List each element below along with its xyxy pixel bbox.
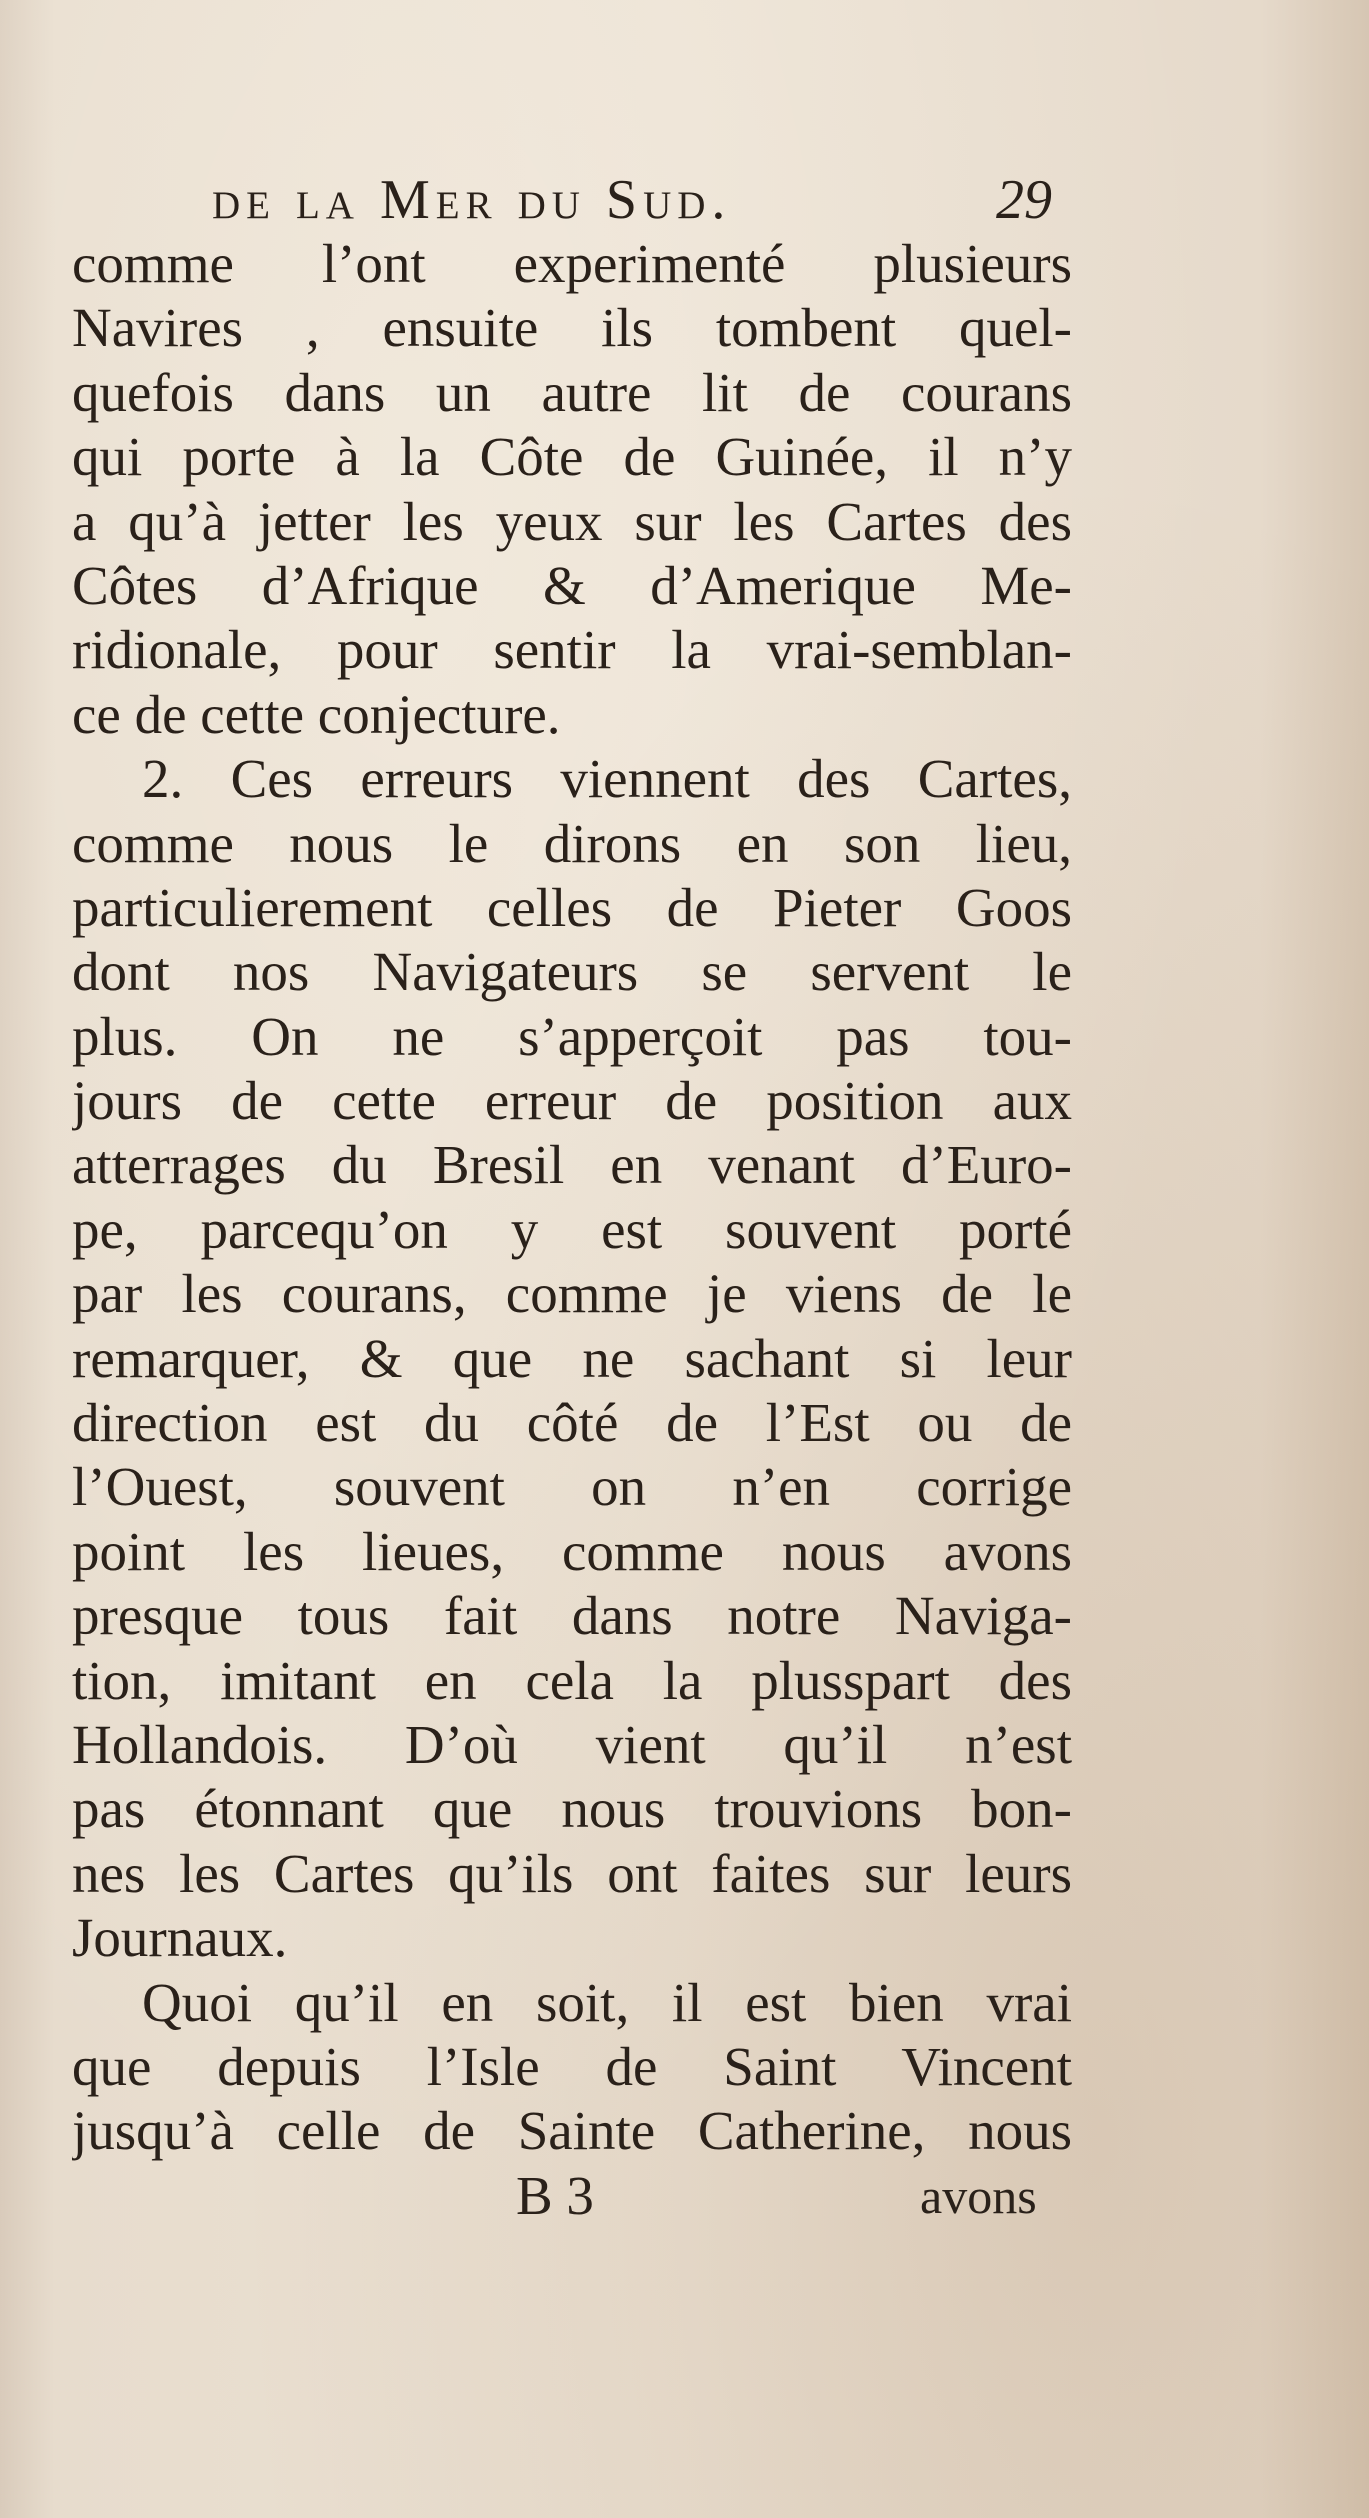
- text-line: Côtes d’Afrique & d’Amerique Me-: [72, 554, 1072, 616]
- text-line: presque tous fait dans notre Naviga-: [72, 1585, 1072, 1647]
- text-line: que depuis l’Isle de Saint Vincent: [72, 2035, 1072, 2097]
- text-line: quefois dans un autre lit de courans: [72, 361, 1072, 423]
- page-number: 29: [996, 169, 1052, 231]
- page-footer: [72, 2164, 1072, 2228]
- text-line: atterrages du Bresil en venant d’Euro-: [72, 1134, 1072, 1196]
- text-line: jusqu’à celle de Sainte Catherine, nous: [72, 2100, 1072, 2162]
- text-line: particulierement celles de Pieter Goos: [72, 876, 1072, 938]
- paragraph-start-line: Quoi qu’il en soit, il est bien vrai: [142, 1971, 1072, 2033]
- text-line: ridionale, pour sentir la vrai-semblan-: [72, 619, 1072, 681]
- text-line: Navires , ensuite ils tombent quel-: [72, 297, 1072, 359]
- text-line: dont nos Navigateurs se servent le: [72, 941, 1072, 1003]
- body-text: [72, 232, 1072, 2164]
- text-line: pas étonnant que nous trouvions bon-: [72, 1778, 1072, 1840]
- text-line: comme nous le dirons en son lieu,: [72, 812, 1072, 874]
- text-line: ce de cette conjecture.: [72, 683, 561, 745]
- text-line: par les courans, comme je viens de le: [72, 1263, 1072, 1325]
- text-line: plus. On ne s’apperçoit pas tou-: [72, 1005, 1072, 1067]
- text-block: [72, 168, 1072, 2228]
- text-line: l’Ouest, souvent on n’en corrige: [72, 1456, 1072, 1518]
- catchword: avons: [920, 2167, 1037, 2224]
- text-line: Hollandois. D’où vient qu’il n’est: [72, 1713, 1072, 1775]
- text-line: qui porte à la Côte de Guinée, il n’y: [72, 426, 1072, 488]
- text-line: pe, parcequ’on y est souvent porté: [72, 1198, 1072, 1260]
- text-line: jours de cette erreur de position aux: [72, 1070, 1072, 1132]
- running-title: de la Mer du Sud.: [212, 169, 732, 231]
- text-line: direction est du côté de l’Est ou de: [72, 1392, 1072, 1454]
- text-line: remarquer, & que ne sachant si leur: [72, 1327, 1072, 1389]
- text-line: nes les Cartes qu’ils ont faites sur leurs: [72, 1842, 1072, 1904]
- running-head: [72, 168, 1072, 232]
- text-line: point les lieues, comme nous avons: [72, 1520, 1072, 1582]
- paragraph-start-line: 2. Ces erreurs viennent des Cartes,: [142, 748, 1072, 810]
- text-line: comme l’ont experimenté plusieurs: [72, 233, 1072, 294]
- text-line: a qu’à jetter les yeux sur les Cartes des: [72, 490, 1072, 552]
- signature-mark: B 3: [516, 2164, 594, 2226]
- text-line: tion, imitant en cela la plusspart des: [72, 1649, 1072, 1711]
- text-line: Journaux.: [72, 1907, 288, 1969]
